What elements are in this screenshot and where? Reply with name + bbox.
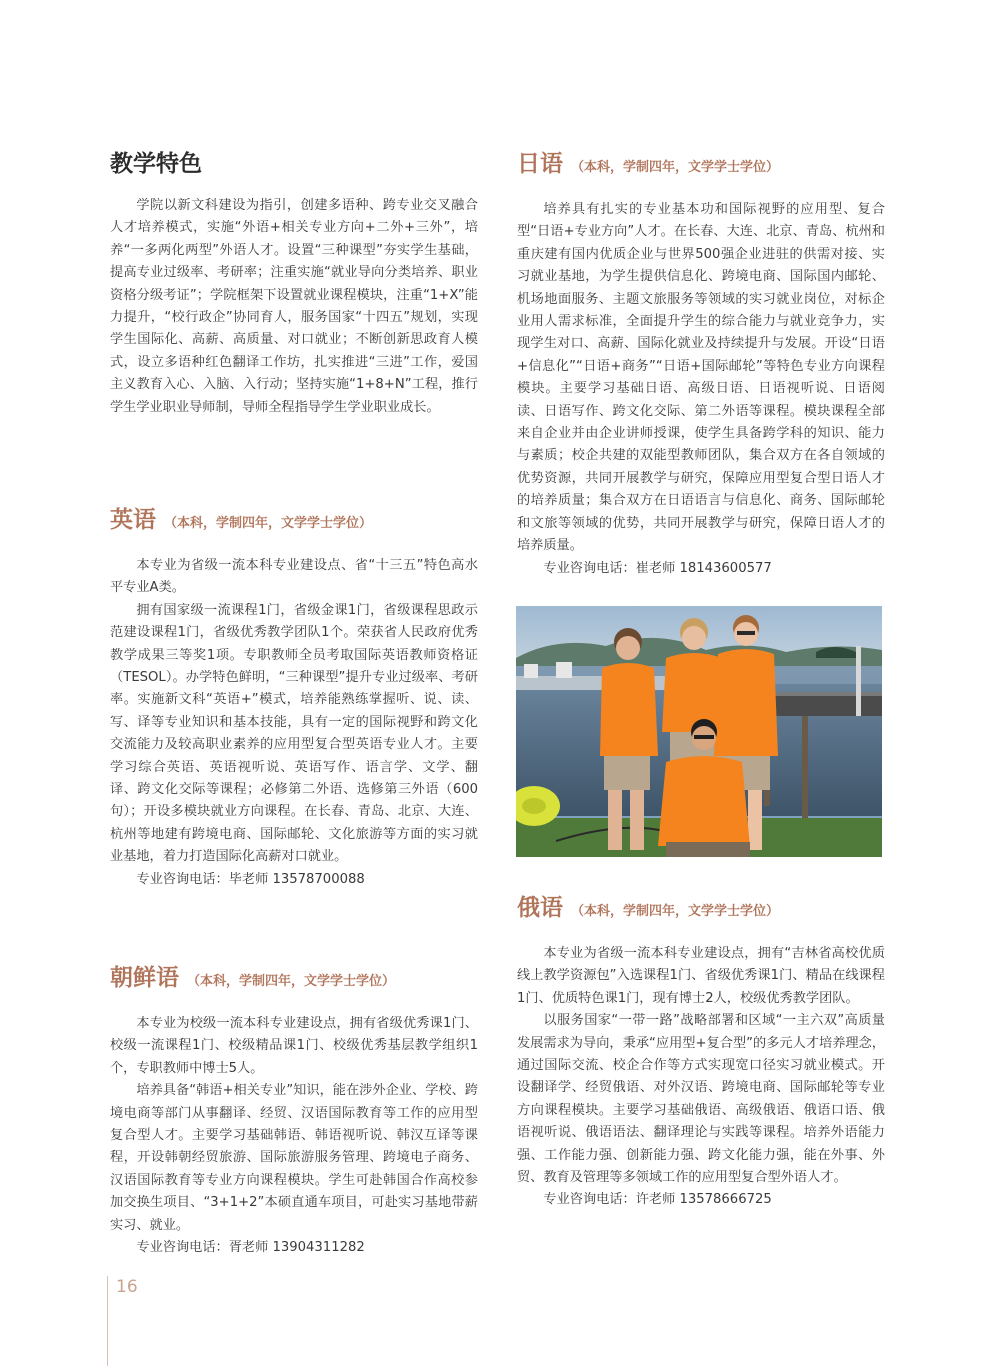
paragraph: 培养具备“韩语+相关专业”知识，能在涉外企业、学校、跨境电商等部门从事翻译、经贸、汉语国际教育等工作的应用型复合型人才。主要学习基础韩语、韩语视听说、韩汉互译等课程，开设韩朝经贸旅游、国际旅游服务管理、跨境电子商务、汉语国际教育等专业方向课程模块。学生可赴韩国合作高校参加交换生项目、“3+1+2”本硕直通车项目，可赴实习基地带薪实习、就业。 [110,1083,478,1233]
section-meta: （本科，学制四年，文学学士学位） [187,974,396,989]
contact-line: 专业咨询电话：胥老师 13904311282 [136,1240,365,1256]
section-body [110,1013,478,1259]
paragraph: 本专业为省级一流本科专业建设点，拥有“吉林省高校优质线上教学资源包”入选课程1门、省级优秀课1门、精品在线课程1门、优质特色课1门，现有博士2人，校级优秀教学团队。 [517,946,885,1006]
section-title: 英语 （本科，学制四年，文学学士学位） [110,507,373,533]
paragraph: 培养具有扎实的专业基本功和国际视野的应用型、复合型“日语+专业方向”人才。在长春、大连、北京、青岛、杭州和重庆建有国内优质企业与世界500强企业进驻的供需对接、实习就业基地，为学生提供信息化、跨境电商、国际国内邮轮、机场地面服务、主题文旅服务等领域的实习就业岗位，对标企业用人需求标准，全面提升学生的综合能力与就业竞争力，实现学生对口、高薪、国际化就业及持续提升与发展。开设“日语+信息化”“日语+商务”“日语+国际邮轮”等特色专业方向课程模块。主要学习基础日语、高级日语、日语视听说、日语阅读、日语写作、跨文化交际、第二外语等课程。模块课程全部来自企业并由企业讲师授课，使学生具备跨学科的知识、能力与素质；校企共建的双能型教师团队，集合双方在各自领域的优势资源，共同开展教学与研究，保障应用型复合型日语人才的培养质量；集合双方在日语语言与信息化、商务、国际邮轮和文旅等领域的优势，共同开展教学与研究，保障日语人才的培养质量。 [517,202,885,554]
page-number: 16 [116,1277,138,1297]
section-body [110,195,478,419]
section-body [517,199,885,580]
contact-line: 专业咨询电话：毕老师 13578700088 [136,871,365,887]
section-teaching [110,146,478,419]
section-english [110,502,478,891]
section-japanese [517,146,885,580]
section-meta: （本科，学制四年，文学学士学位） [571,160,780,175]
section-body [517,943,885,1212]
paragraph: 本专业为省级一流本科专业建设点、省“十三五”特色高水平专业A类。 [110,558,478,596]
section-body [110,555,478,891]
paragraph: 拥有国家级一流课程1门，省级金课1门，省级课程思政示范建设课程1门，省级优秀教学团队1个。荣获省人民政府优秀教学成果三等奖1项。专职教师全员考取国际英语教师资格证（TESOL）。办学特色鲜明，“三种课型”提升专业过级率、考研率。实施新文科“英语+”模式，培养能熟练掌握听、说、读、写、译等专业知识和基本技能，具有一定的国际视野和跨文化交流能力及较高职业素养的应用型复合型英语专业人才。主要学习综合英语、英语视听说、英语写作、语言学、文学、翻译、跨文化交际等课程；必修第二外语、选修第三外语（600句）；开设多模块就业方向课程。在长春、青岛、北京、大连、杭州等地建有跨境电商、国际邮轮、文化旅游等方面的实习就业基地，着力打造国际化高薪对口就业。 [110,602,478,865]
contact-line: 专业咨询电话：崔老师 18143600577 [543,560,772,576]
section-meta: （本科，学制四年，文学学士学位） [164,516,373,531]
section-title: 俄语 （本科，学制四年，文学学士学位） [517,895,780,921]
section-title: 朝鲜语 （本科，学制四年，文学学士学位） [110,965,396,991]
paragraph: 以服务国家“一带一路”战略部署和区域“一主六双”高质量发展需求为导向，秉承“应用型+复合型”的多元人才培养理念，通过国际交流、校企合作等方式实现宽口径实习就业模式。开设翻译学、经贸俄语、对外汉语、跨境电商、国际邮轮等专业方向课程模块。主要学习基础俄语、高级俄语、俄语口语、俄语视听说、俄语语法、翻译理论与实践等课程。培养外语能力强、工作能力强、创新能力强、跨文化能力强，能在外事、外贸、教育及管理等多领域工作的应用型复合型外语人才。 [517,1013,885,1186]
section-meta: （本科，学制四年，文学学士学位） [571,904,780,919]
section-russian [517,890,885,1212]
section-title: 教学特色 [110,151,202,177]
paragraph: 本专业为校级一流本科专业建设点，拥有省级优秀课1门、校级一流课程1门、校级精品课1门、校级优秀基层教学组织1个，专职教师中博士5人。 [110,1016,478,1076]
page-number-rule [107,1276,108,1366]
group-photo-illustration [516,606,882,857]
paragraph: 学院以新文科建设为指引，创建多语种、跨专业交叉融合人才培养模式，实施“外语+相关专业方向+二外+三外”，培养“一多两化两型”外语人才。设置“三种课型”夯实学生基础，提高专业过级率、考研率；注重实施“就业导向分类培养、职业资格分级考证”；学院框架下设置就业课程模块，注重“1+X”能力提升，“校行政企”协同育人，服务国家“十四五”规划，实现学生国际化、高薪、高质量、对口就业；不断创新思政育人模式，设立多语种红色翻译工作坊，扎实推进“三进”工作，爱国主义教育入心、入脑、入行动；坚持实施“1+8+N”工程，推行学生学业职业导师制，导师全程指导学生学业职业成长。 [110,198,478,415]
section-title: 日语 （本科，学制四年，文学学士学位） [517,151,780,177]
group-photo [516,606,882,857]
contact-line: 专业咨询电话：许老师 13578666725 [543,1192,772,1208]
section-korean [110,960,478,1259]
